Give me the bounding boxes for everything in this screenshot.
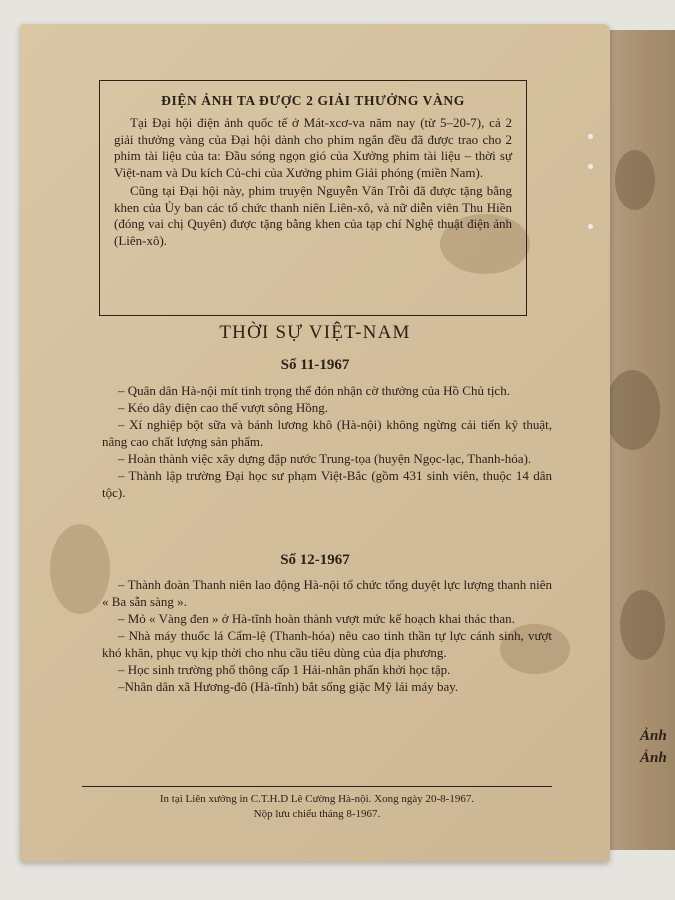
imprint-line-2: Nộp lưu chiểu tháng 8-1967. xyxy=(253,808,381,820)
document-page xyxy=(20,24,610,862)
award-news-box xyxy=(99,80,527,316)
binding-hole xyxy=(588,164,593,169)
right-page-text-1: Ảnh xyxy=(640,728,667,744)
issue-12-items xyxy=(102,576,552,695)
binding-hole xyxy=(588,134,593,139)
box-paragraph-1: Tại Đại hội điện ảnh quốc tế ở Mát-xcơ-va năm nay (từ 5–20-7), cả 2 giải thưởng vàng của Đại hội dành cho phim ngắn đều đã được trao cho 2 phim tài liệu của ta: Đầu sóng ngọn gió của Xưởng phim tài liệu – thời sự Việt-nam và Du kích Củ-chi của Xưởng phim Giải phóng (miền Nam). xyxy=(114,115,512,180)
issue-11-item: – Hoàn thành việc xây dựng đập nước Trung-tọa (huyện Ngọc-lạc, Thanh-hóa). xyxy=(118,451,532,466)
imprint-line-1: In tại Liên xưởng in C.T.H.D Lê Cường Hà-nội. Xong ngày 20-8-1967. xyxy=(159,793,475,805)
issue-heading-12: Số 12-1967 xyxy=(280,552,350,568)
issue-heading-11: Số 11-1967 xyxy=(280,357,350,373)
issue-11-item: – Xí nghiệp bột sữa và bánh lương khô (Hà-nội) không ngừng cải tiến kỹ thuật, nâng cao chất lượng sản phẩm. xyxy=(102,417,552,449)
footer-divider xyxy=(82,786,552,787)
section-title: THỜI SỰ VIỆT-NAM xyxy=(219,322,411,343)
box-title: ĐIỆN ẢNH TA ĐƯỢC 2 GIẢI THƯỞNG VÀNG xyxy=(161,93,465,108)
issue-11-item: – Kéo dây điện cao thế vượt sông Hồng. xyxy=(118,400,328,415)
issue-12-item: – Mỏ « Vàng đen » ở Hà-tĩnh hoàn thành vượt mức kế hoạch khai thác than. xyxy=(118,611,515,626)
right-page-text-2: Ảnh xyxy=(640,750,667,766)
binding-hole xyxy=(588,224,593,229)
box-paragraph-2: Cũng tại Đại hội này, phim truyện Nguyễn Văn Trỗi đã được tặng bằng khen của Ủy ban các tổ chức thanh niên Liên-xô, và nữ diễn viên Thu Hiền (đóng vai chị Quyên) được tặng bằng khen của tạp chí Nghệ thuật điện ảnh (Liên-xô). xyxy=(114,183,512,248)
issue-12-item: – Nhà máy thuốc lá Cẩm-lệ (Thanh-hóa) nêu cao tinh thần tự lực cánh sinh, vượt khó khăn, phục vụ kịp thời cho nhu cầu tiêu dùng của địa phương. xyxy=(102,628,552,660)
issue-12-item: –Nhân dân xã Hương-đô (Hà-tĩnh) bắt sống giặc Mỹ lái máy bay. xyxy=(118,679,459,694)
issue-12-item: – Thành đoàn Thanh niên lao động Hà-nội tổ chức tổng duyệt lực lượng thanh niên « Ba sẵn sàng ». xyxy=(102,577,552,609)
issue-11-item: – Quân dân Hà-nội mít tinh trọng thể đón nhận cờ thưởng của Hồ Chủ tịch. xyxy=(118,383,510,398)
issue-11-items xyxy=(102,382,552,501)
issue-11-item: – Thành lập trường Đại học sư phạm Việt-Bắc (gồm 431 sinh viên, thuộc 14 dân tộc). xyxy=(102,468,552,500)
issue-12-item: – Học sinh trường phổ thông cấp 1 Hải-nhân phấn khởi học tập. xyxy=(118,662,451,677)
